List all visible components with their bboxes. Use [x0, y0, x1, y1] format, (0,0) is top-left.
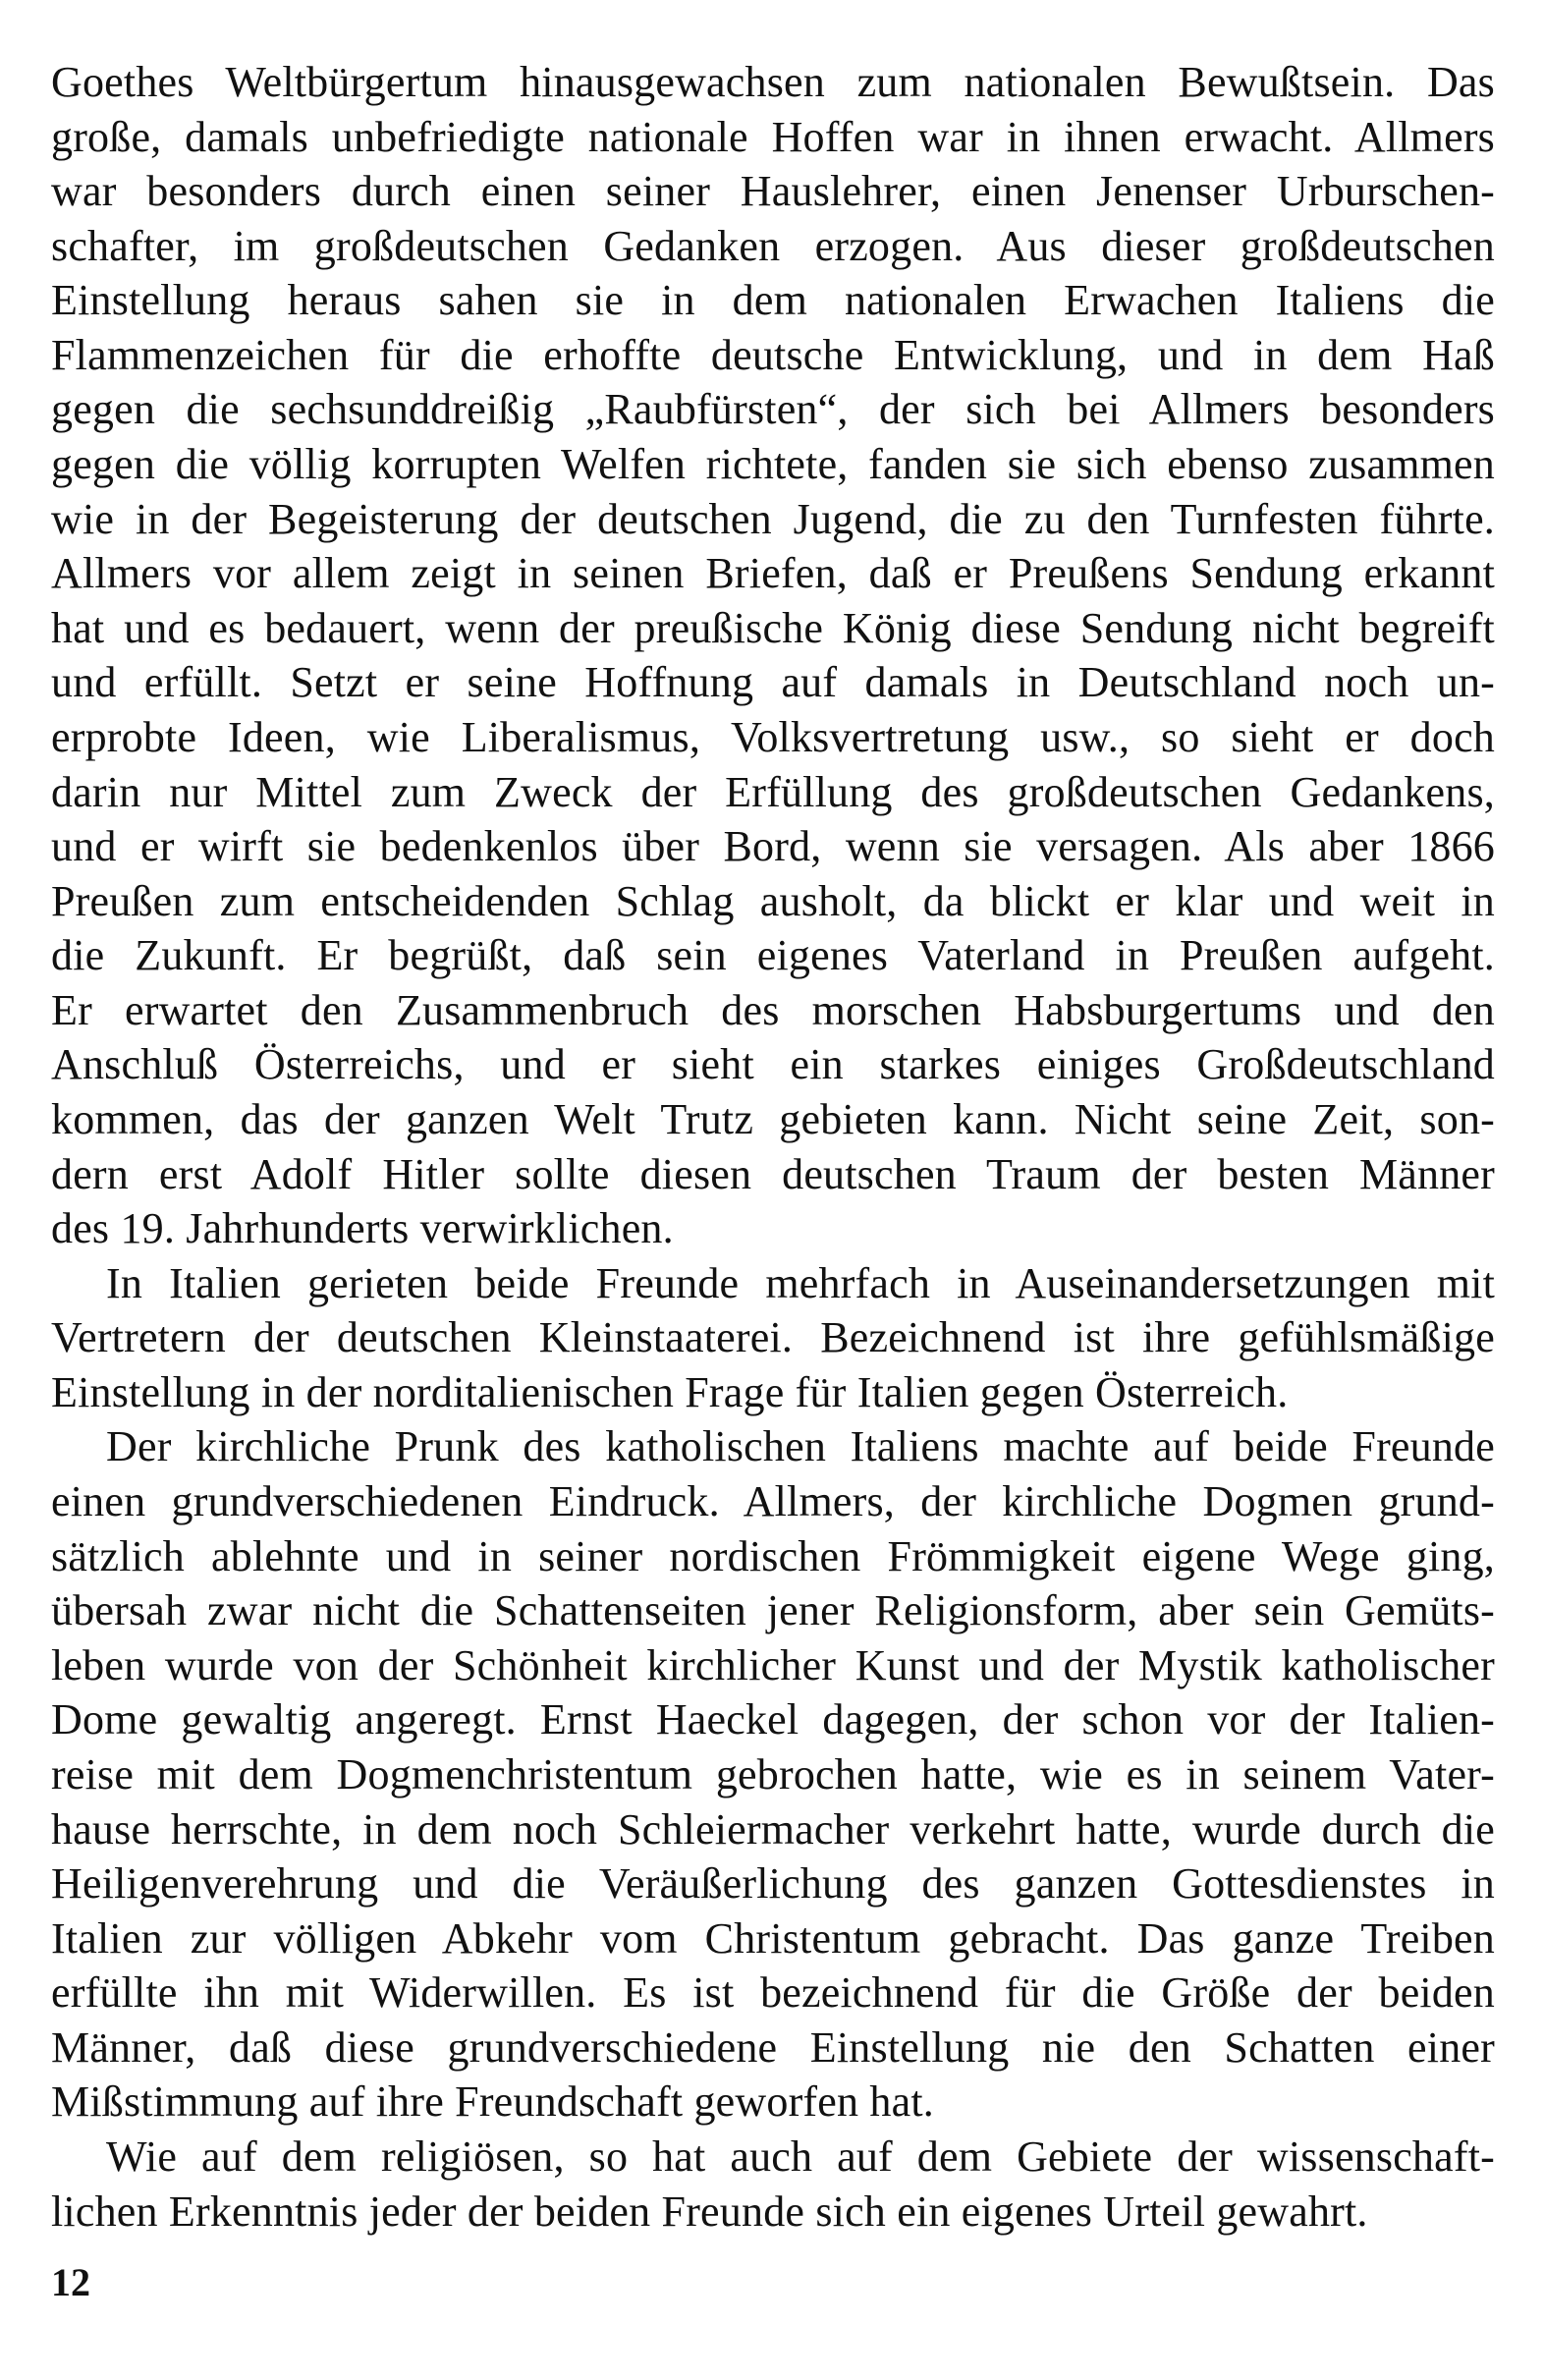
text-line: Wie auf dem religiösen, so hat auch auf dem Gebiete der wissenschaft-: [106, 2131, 1495, 2181]
text-line: Der kirchliche Prunk des katholischen Italiens machte auf beide Freunde: [106, 1422, 1495, 1471]
text-line: Einstellung in der norditalienischen Frage für Italien gegen Österreich.: [51, 1367, 1289, 1416]
text-line: schafter, im großdeutschen Gedanken erzogen. Aus dieser großdeutschen: [51, 221, 1495, 270]
text-line: Vertretern der deutschen Kleinstaaterei. Bezeichnend ist ihre gefühlsmäßige: [51, 1313, 1495, 1362]
text-line: und er wirft sie bedenkenlos über Bord, wenn sie versagen. Als aber 1866: [51, 822, 1495, 871]
text-line: reise mit dem Dogmenchristentum gebrochen hatte, wie es in seinem Vater-: [51, 1749, 1495, 1799]
text-line: große, damals unbefriedigte nationale Hoffen war in ihnen erwacht. Allmers: [51, 112, 1495, 161]
text-line: erprobte Ideen, wie Liberalismus, Volksvertretung usw., so sieht er doch: [51, 712, 1495, 761]
text-line: des 19. Jahrhunderts verwirklichen.: [51, 1204, 674, 1253]
text-line: gegen die sechsunddreißig „Raubfürsten“, der sich bei Allmers besonders: [51, 385, 1495, 434]
text-line: In Italien gerieten beide Freunde mehrfach in Auseinandersetzungen mit: [106, 1258, 1495, 1307]
text-line: Flammenzeichen für die erhoffte deutsche Entwicklung, und in dem Haß: [51, 330, 1495, 379]
text-line: Anschluß Österreichs, und er sieht ein starkes einiges Großdeutschland: [51, 1040, 1495, 1089]
text-line: Mißstimmung auf ihre Freundschaft geworfen hat.: [51, 2077, 934, 2127]
text-line: Er erwartet den Zusammenbruch des morschen Habsburgertums und den: [51, 985, 1495, 1034]
text-line: Dome gewaltig angeregt. Ernst Haeckel dagegen, der schon vor der Italien-: [51, 1695, 1495, 1744]
text-line: erfüllte ihn mit Widerwillen. Es ist bezeichnend für die Größe der beiden: [51, 1968, 1495, 2018]
body-text: [51, 57, 1495, 2238]
text-line: hause herrschte, in dem noch Schleiermacher verkehrt hatte, wurde durch die: [51, 1804, 1495, 1854]
text-line: Allmers vor allem zeigt in seinen Briefen, daß er Preußens Sendung erkannt: [51, 549, 1495, 598]
text-line: war besonders durch einen seiner Hauslehrer, einen Jenenser Urburschen-: [51, 167, 1495, 216]
text-line: und erfüllt. Setzt er seine Hoffnung auf damals in Deutschland noch un-: [51, 658, 1495, 707]
page-number: 12: [51, 2260, 90, 2304]
text-line: Goethes Weltbürgertum hinausgewachsen zum nationalen Bewußtsein. Das: [51, 58, 1495, 106]
text-line: lichen Erkenntnis jeder der beiden Freunde sich ein eigenes Urteil gewahrt.: [51, 2186, 1368, 2236]
text-line: hat und es bedauert, wenn der preußische König diese Sendung nicht begreift: [51, 603, 1495, 652]
text-line: dern erst Adolf Hitler sollte diesen deutschen Traum der besten Männer: [51, 1149, 1495, 1198]
text-line: Einstellung heraus sahen sie in dem nationalen Erwachen Italiens die: [51, 276, 1495, 325]
text-line: leben wurde von der Schönheit kirchlicher Kunst und der Mystik katholischer: [51, 1640, 1495, 1689]
text-line: wie in der Begeisterung der deutschen Jugend, die zu den Turnfesten führte.: [51, 494, 1495, 543]
text-line: einen grundverschiedenen Eindruck. Allmers, der kirchliche Dogmen grund-: [51, 1477, 1495, 1526]
text-line: übersah zwar nicht die Schattenseiten jener Religionsform, aber sein Gemüts-: [51, 1586, 1495, 1635]
text-line: gegen die völlig korrupten Welfen richtete, fanden sie sich ebenso zusammen: [51, 440, 1495, 489]
text-line: kommen, das der ganzen Welt Trutz gebieten kann. Nicht seine Zeit, son-: [51, 1094, 1495, 1143]
text-line: die Zukunft. Er begrüßt, daß sein eigenes Vaterland in Preußen aufgeht.: [51, 931, 1495, 980]
text-line: sätzlich ablehnte und in seiner nordischen Frömmigkeit eigene Wege ging,: [51, 1531, 1495, 1580]
text-line: darin nur Mittel zum Zweck der Erfüllung des großdeutschen Gedankens,: [51, 767, 1495, 816]
text-line: Preußen zum entscheidenden Schlag ausholt, da blickt er klar und weit in: [51, 876, 1495, 925]
text-line: Heiligenverehrung und die Veräußerlichung des ganzen Gottesdienstes in: [51, 1859, 1495, 1909]
text-line: Italien zur völligen Abkehr vom Christentum gebracht. Das ganze Treiben: [51, 1913, 1495, 1963]
text-line: Männer, daß diese grundverschiedene Einstellung nie den Schatten einer: [51, 2022, 1495, 2072]
